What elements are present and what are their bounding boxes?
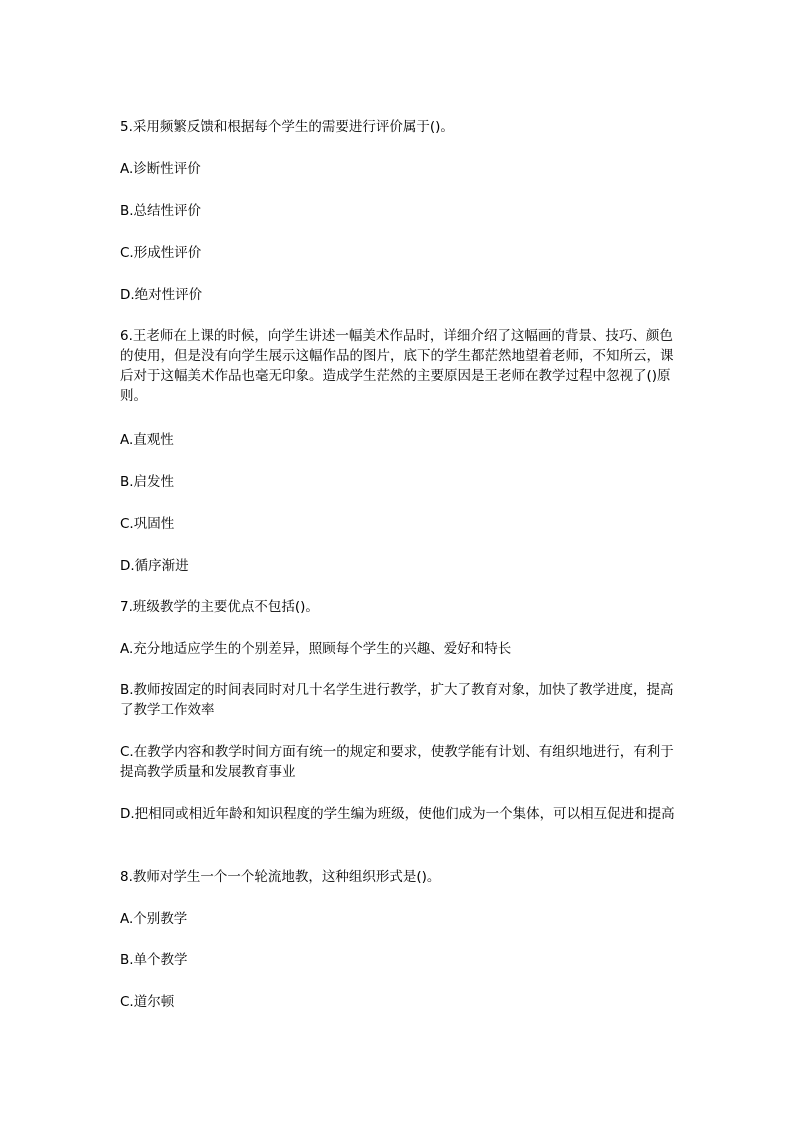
question-5-option-a: A.诊断性评价 — [120, 161, 201, 177]
question-6-option-c: C.巩固性 — [120, 516, 175, 532]
question-6-option-b: B.启发性 — [120, 474, 175, 490]
question-7-stem: 7.班级教学的主要优点不包括()。 — [120, 599, 319, 615]
question-5-option-c: C.形成性评价 — [120, 245, 202, 261]
question-7-option-b: B.教师按固定的时间表同时对几十名学生进行教学，扩大了教育对象，加快了教学进度，提高了教学工作效率 — [120, 682, 674, 718]
question-6-stem: 6.王老师在上课的时候，向学生讲述一幅美术作品时，详细介绍了这幅画的背景、技巧、颜色的使用，但是没有向学生展示这幅作品的图片，底下的学生都茫然地望着老师，不知所云，课后对于这幅美术作品也毫无印象。造成学生茫然的主要原因是王老师在教学过程中忽视了()原则。 — [120, 328, 674, 404]
question-6-option-a: A.直观性 — [120, 432, 174, 448]
question-7-option-d: D.把相同或相近年龄和知识程度的学生编为班级，使他们成为一个集体，可以相互促进和提高 — [120, 806, 675, 822]
question-6-option-d: D.循序渐进 — [120, 558, 189, 574]
question-8-option-b: B.单个教学 — [120, 952, 188, 968]
question-8-stem: 8.教师对学生一个一个轮流地教，这种组织形式是()。 — [120, 869, 441, 885]
question-5-option-d: D.绝对性评价 — [120, 287, 203, 303]
question-5-option-b: B.总结性评价 — [120, 203, 202, 219]
question-8-option-c: C.道尔顿 — [120, 994, 175, 1010]
question-7-option-c: C.在教学内容和教学时间方面有统一的规定和要求，使教学能有计划、有组织地进行，有利于提高教学质量和发展教育事业 — [120, 744, 674, 780]
question-5-stem: 5.采用频繁反馈和根据每个学生的需要进行评价属于()。 — [120, 119, 454, 135]
question-7-option-a: A.充分地适应学生的个别差异，照顾每个学生的兴趣、爱好和特长 — [120, 641, 512, 657]
question-8-option-a: A.个别教学 — [120, 911, 188, 927]
